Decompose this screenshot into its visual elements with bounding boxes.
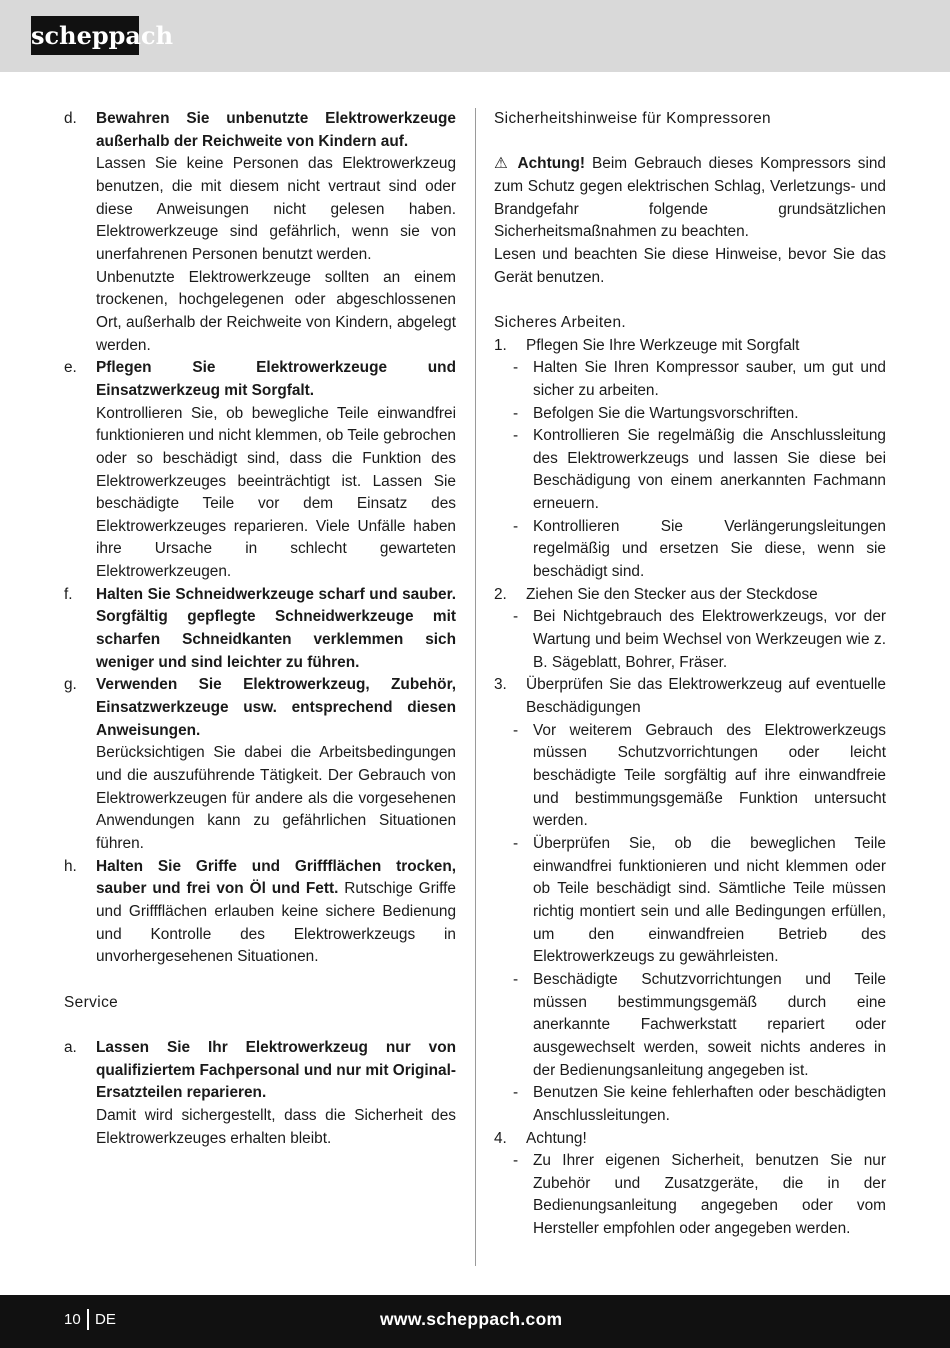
list-item-h — [64, 856, 456, 969]
item-bold-text: Lassen Sie Ihr Elektrowerkzeug nur von qualifiziertem Fachpersonal und nur mit Original-Ersatzteilen reparieren. — [96, 1038, 457, 1102]
website-url: www.scheppach.com — [380, 1309, 563, 1329]
list-item-service-a — [64, 1037, 456, 1150]
item-paragraph: Berücksichtigen Sie dabei die Arbeitsbedingungen und die auszuführende Tätigkeit. Der Gebrauch von Elektrowerkzeugen für andere als die vorgesehenen Anwendungen kann zu gefährlichen Situationen führen. — [96, 744, 456, 852]
sub-item — [494, 516, 886, 584]
sub-item — [494, 425, 886, 516]
item-paragraph: Lassen Sie keine Personen das Elektrowerkzeug benutzen, die mit diesem nicht vertraut sind oder diese Anweisungen nicht gelesen haben. Elektrowerkzeuge sind gefährlich, wenn sie von unerfahrenen Personen benutzt werden. — [96, 155, 456, 263]
column-divider — [475, 108, 476, 1266]
page-separator — [87, 1309, 89, 1330]
dash-marker: - — [513, 359, 519, 377]
dash-marker: - — [513, 970, 519, 988]
dash-marker: - — [513, 834, 519, 852]
page-number: 10 — [64, 1311, 81, 1328]
item-paragraph: Unbenutzte Elektrowerkzeuge sollten an einem trockenen, hochgelegenen oder abgeschlossenen Ort, außerhalb der Reichweite von Kindern, abgelegt werden. — [96, 268, 456, 354]
sub-item-text: Überprüfen Sie, ob die beweglichen Teile einwandfrei funktionieren und nicht klemmen oder ob Teile beschädigt sind. Sämtliche Teile müssen richtig montiert sein und alle Bedingungen erfüllen, um den einwandfreien Betrieb des Elektrowerkzeugs zu gewährleisten. — [533, 834, 886, 966]
right-column — [494, 108, 886, 1241]
warning-paragraph — [494, 153, 886, 244]
dash-marker: - — [513, 427, 519, 445]
sub-item — [494, 606, 886, 674]
dash-marker: - — [513, 1084, 519, 1102]
item-marker: 4. — [494, 1129, 507, 1147]
service-heading: Service — [64, 993, 119, 1011]
item-marker: g. — [64, 676, 77, 694]
sub-item-text: Benutzen Sie keine fehlerhaften oder beschädigten Anschlussleitungen. — [533, 1084, 886, 1124]
item-title: Achtung! — [526, 1129, 587, 1147]
header-band — [0, 0, 950, 72]
item-marker: f. — [64, 585, 73, 603]
warning-icon: ⚠ — [494, 155, 511, 173]
item-title: Ziehen Sie den Stecker aus der Steckdose — [526, 585, 818, 603]
language-code: DE — [95, 1311, 116, 1328]
sub-item-text: Bei Nichtgebrauch des Elektrowerkzeugs, vor der Wartung und beim Wechsel von Werkzeugen wie z. B. Sägeblatt, Bohrer, Fräser. — [533, 608, 886, 671]
footer-band — [0, 1295, 950, 1348]
list-item-g — [64, 674, 456, 855]
item-bold-text: Halten Sie Griffe und Griffflächen trocken, sauber und frei von Öl und Fett. — [96, 857, 456, 898]
sub-item-text: Kontrollieren Sie Verlängerungsleitungen regelmäßig und ersetzen Sie diese, wenn sie beschädigt sind. — [533, 517, 886, 581]
item-title: Pflegen Sie Ihre Werkzeuge mit Sorgfalt — [526, 336, 800, 354]
dash-marker: - — [513, 608, 519, 626]
item-paragraph: Kontrollieren Sie, ob bewegliche Teile einwandfrei funktionieren und nicht klemmen, ob Teile gebrochen oder so beschädigt sind, dass die Funktion des Elektrowerkzeuges beeinträchtigt ist. Lassen Sie beschädigte Teile vor dem Einsatz des Elektrowerkzeuges reparieren. Viele Unfälle haben ihre Ursache in schlecht gewarteten Elektrowerkzeugen. — [96, 404, 456, 581]
sub-item-text: Befolgen Sie die Wartungsvorschriften. — [533, 404, 799, 422]
numbered-item-1 — [494, 335, 886, 358]
item-inline-text: Rutschige Griffe und Griffflächen erlauben keine sichere Bedienung und Kontrolle des Elektrowerkzeugs in unvorhergesehenen Situationen. — [96, 880, 456, 966]
item-marker: h. — [64, 857, 77, 875]
list-item-e — [64, 357, 456, 584]
item-marker: 2. — [494, 585, 507, 603]
sub-item — [494, 403, 886, 426]
sub-item-text: Beschädigte Schutzvorrichtungen und Teile müssen bestimmungsgemäß durch eine anerkannte Fachwerkstatt repariert oder ausgewechselt werden, soweit nichts anderes in der Bedienungsanleitung angegeben ist. — [533, 970, 886, 1079]
sub-item-text: Halten Sie Ihren Kompressor sauber, um gut und sicher zu arbeiten. — [533, 359, 886, 399]
item-marker: e. — [64, 359, 77, 377]
sub-item — [494, 833, 886, 969]
list-item-f — [64, 584, 456, 675]
item-bold-text: Verwenden Sie Elektrowerkzeug, Zubehör, Einsatzwerkzeuge usw. entsprechend diesen Anweisungen. — [96, 676, 456, 739]
item-bold-text: Halten Sie Schneidwerkzeuge scharf und sauber. Sorgfältig gepflegte Schneidwerkzeuge mit scharfen Schneidkanten verklemmen sich weniger und sind leichter zu führen. — [96, 585, 456, 671]
numbered-item-4 — [494, 1128, 886, 1151]
numbered-item-2 — [494, 584, 886, 607]
item-marker: a. — [64, 1038, 77, 1056]
sub-item-text: Zu Ihrer eigenen Sicherheit, benutzen Sie nur Zubehör und Zusatzgeräte, die in der Bedienungsanleitung angegeben oder vom Hersteller empfohlen oder angegeben werden. — [533, 1152, 886, 1238]
sub-item — [494, 969, 886, 1082]
item-bold-text: Bewahren Sie unbenutzte Elektrowerkzeuge außerhalb der Reichweite von Kindern auf. — [96, 110, 456, 150]
dash-marker: - — [513, 1152, 519, 1170]
list-item-d — [64, 108, 456, 357]
dash-marker: - — [513, 517, 519, 535]
warning-label: Achtung! — [517, 155, 586, 173]
sub-item-text: Kontrollieren Sie regelmäßig die Anschlussleitung des Elektrowerkzeugs und lassen Sie diese bei Beschädigung von einem anerkannten Fachmann erneuern. — [533, 427, 886, 513]
item-marker: 1. — [494, 336, 507, 354]
item-paragraph: Damit wird sichergestellt, dass die Sicherheit des Elektrowerkzeuges erhalten bleibt. — [96, 1106, 456, 1147]
brand-logo: scheppach — [31, 16, 139, 55]
sub-item — [494, 1150, 886, 1241]
numbered-item-3 — [494, 674, 886, 719]
item-bold-text: Pflegen Sie Elektrowerkzeuge und Einsatzwerkzeug mit Sorgfalt. — [96, 359, 456, 399]
item-marker: d. — [64, 110, 77, 127]
sub-item — [494, 357, 886, 402]
sub-item — [494, 720, 886, 833]
dash-marker: - — [513, 404, 519, 422]
sub-item-text: Vor weiterem Gebrauch des Elektrowerkzeugs müssen Schutzvorrichtungen oder leicht beschädigte Teile sorgfältig auf ihre einwandfreie und bestimmungsgemäße Funktion untersucht werden. — [533, 721, 886, 830]
item-title: Überprüfen Sie das Elektrowerkzeug auf eventuelle Beschädigungen — [526, 676, 886, 717]
left-column — [64, 108, 456, 1150]
sub-item — [494, 1082, 886, 1127]
compressor-safety-heading: Sicherheitshinweise für Kompressoren — [494, 110, 772, 127]
dash-marker: - — [513, 721, 519, 739]
intro-paragraph: Lesen und beachten Sie diese Hinweise, bevor Sie das Gerät benutzen. — [494, 245, 886, 286]
item-marker: 3. — [494, 676, 507, 694]
safe-work-heading: Sicheres Arbeiten. — [494, 313, 627, 331]
warning-text: Beim Gebrauch dieses Kompressors sind zum Schutz gegen elektrischen Schlag, Verletzungs- und Brandgefahr folgende grundsätzlichen Sicherheitsmaßnahmen zu beachten. — [494, 155, 886, 241]
